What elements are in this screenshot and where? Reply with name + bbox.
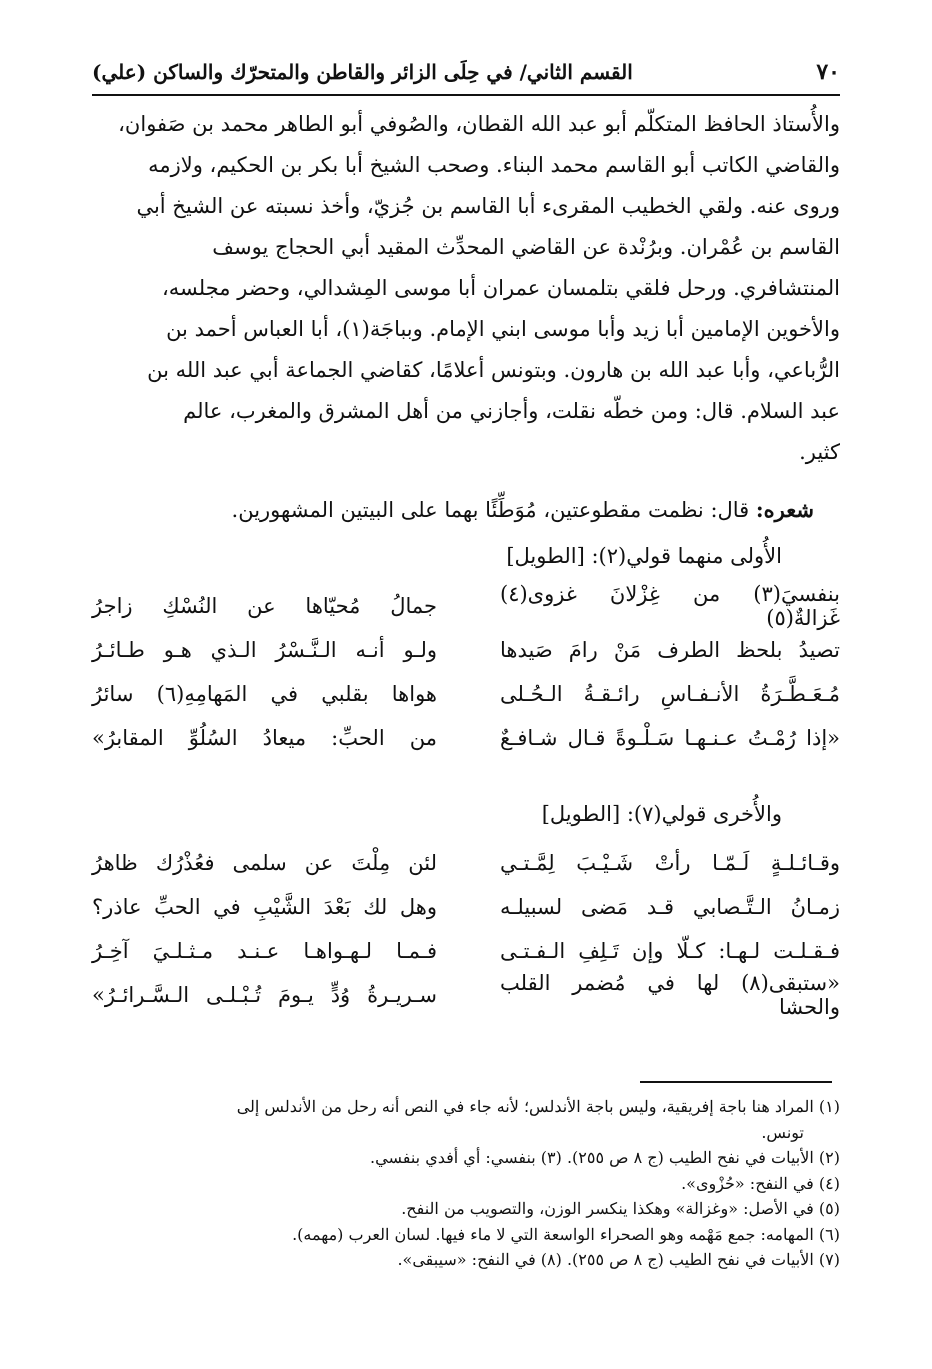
header-rule xyxy=(92,94,840,96)
verse-second-hemistich: فـمـا لـهـواهـا عـنـد مـثـلـيَ آخِـرُ xyxy=(92,939,437,963)
verse-first-hemistich: «ستبقى(٨) لها في مُضمر القلب والحشا xyxy=(500,971,840,1019)
verse-second-hemistich: سـريـرةُ وُدٍّ يـومَ تُـبْـلـى الـسَّـرائـرُ» xyxy=(92,983,437,1007)
footnote: (٧) الأبيات في نفح الطيب (ج ٨ ص ٢٥٥). (٨) في النفح: «سيبقى». xyxy=(397,1250,840,1269)
verse-first-hemistich: زمـانُ الـتَّـصابي قـد مَضى لسبيلـه xyxy=(500,895,840,919)
footnote: (٢) الأبيات في نفح الطيب (ج ٨ ص ٢٥٥). (٣) بنفسي: أي أفدي بنفسي. xyxy=(370,1148,840,1167)
body-paragraph xyxy=(92,104,840,473)
verse-first-hemistich: «إذا رُمْـتُ عـنـهـا سَـلْـوةً قـال شـافـعٌ xyxy=(500,726,840,750)
body-line: وروى عنه. ولقي الخطيب المقرىء أبا القاسم بن جُزيّ، وأخذ نسبته عن الشيخ أبي xyxy=(136,194,840,218)
body-line: القاسم بن عُمْران. وبرُنْدة عن القاضي المحدِّث المقيد أبي الحجاج يوسف xyxy=(212,235,840,259)
verse-second-hemistich: جمالُ مُحيّاها عن النُسْكِ زاجرُ xyxy=(92,594,437,618)
body-line: والأُستاذ الحافظ المتكلّم أبو عبد الله القطان، والصُوفي أبو الطاهر محمد بن صَفوان، xyxy=(118,112,840,136)
second-poem xyxy=(92,841,840,1017)
verse-first-hemistich: بنفسيَ(٣) من غِزْلانَ غزوى(٤) غَزالةٌ(٥) xyxy=(500,582,840,630)
body-line: المنتشافري. ورحل فلقي بتلمسان عمران أبا موسى المِشدالي، وحضر مجلسه، xyxy=(162,276,840,300)
verse-line xyxy=(92,672,840,716)
verse-line xyxy=(92,929,840,973)
verse-line xyxy=(92,841,840,885)
verse-first-hemistich: وقـائـلـةٍ لَـمّـا رأتْ شَـيْـبَ لِمَّـتـي xyxy=(500,851,840,875)
verse-line xyxy=(92,584,840,628)
verse-first-hemistich: تصيدُ بلحظ الطرف مَنْ رامَ صَيدها xyxy=(500,638,840,662)
body-line: والأخوين الإمامين أبا زيد وأبا موسى ابني الإمام. وبباجَة(١)، أبا العباس أحمد بن xyxy=(166,317,840,341)
footnote-continuation: تونس. xyxy=(761,1122,804,1142)
running-head xyxy=(92,52,840,92)
first-poem xyxy=(92,584,840,760)
section-title: القسم الثاني/ في حِلَى الزائر والقاطن والمتحرّك والساكن (علي) xyxy=(92,60,633,84)
second-meter-line: والأُخرى قولي(٧): [الطويل] xyxy=(541,802,782,826)
footnote: (١) المراد هنا باجة إفريقية، وليس باجة الأندلس؛ لأنه جاء في النص أنه رحل من الأندلس إلى xyxy=(236,1097,840,1116)
body-line: كثير. xyxy=(799,440,840,464)
verse-second-hemistich: ولـو أنـه الـنَّـسْرُ الـذي هـو طـائـرُ xyxy=(92,638,437,662)
footnote: (٦) المهامه: جمع مَهْمه وهو الصحراء الواسعة التي لا ماء فيها. لسان العرب (مهمه). xyxy=(292,1224,840,1244)
verse-first-hemistich: فـقـلـت لـهـا: كـلّا وإن تَـلِفِ الـفـتـى xyxy=(500,939,840,963)
verse-second-hemistich: من الحبِّ: ميعادُ السُلُوِّ المقابرُ» xyxy=(92,726,437,750)
verse-second-hemistich: هواها بقلبي في المَهامِهِ(٦) سائرُ xyxy=(92,682,438,706)
verse-line xyxy=(92,973,840,1017)
verse-second-hemistich: لئن مِلْتَ عن سلمى فعُذْرُك ظاهرُ xyxy=(92,851,437,875)
body-line: والقاضي الكاتب أبو القاسم محمد البناء. وصحب الشيخ أبا بكر بن الحكيم، ولازمه xyxy=(148,153,840,177)
body-line: الرُّباعي، وأبا عبد الله بن هارون. وبتونس أعلامًا، كقاضي الجماعة أبي عبد الله بن xyxy=(147,358,840,382)
footnote: (٥) في الأصل: «وغزالة» وهكذا ينكسر الوزن، والتصويب من النفح. xyxy=(401,1199,840,1218)
verse-line xyxy=(92,885,840,929)
body-line: عبد السلام. قال: ومن خطّه نقلت، وأجازني من أهل المشرق والمغرب، عالم xyxy=(183,399,840,423)
verse-first-hemistich: مُـعَـطَّـرَةُ الأنـفـاسِ رائـقـةُ الـحُـلى xyxy=(500,682,840,706)
verse-second-hemistich: وهل لك بَعْدَ الشَّيْبِ في الحبِّ عاذر؟ xyxy=(92,895,437,919)
verse-line xyxy=(92,716,840,760)
footnotes xyxy=(92,1094,840,1273)
poetry-label: شعره: xyxy=(755,497,814,522)
poetry-intro xyxy=(92,490,814,530)
poetry-intro-text: قال: نظمت مقطوعتين، مُوَطِّئًا بهما على البيتين المشهورين. xyxy=(231,498,750,522)
footnote-rule xyxy=(640,1081,832,1083)
page-number: ٧٠ xyxy=(816,59,840,85)
footnote: (٤) في النفح: «حُزْوى». xyxy=(681,1173,840,1193)
first-meter-line: الأُولى منهما قولي(٢): [الطويل] xyxy=(506,544,782,568)
verse-line xyxy=(92,628,840,672)
